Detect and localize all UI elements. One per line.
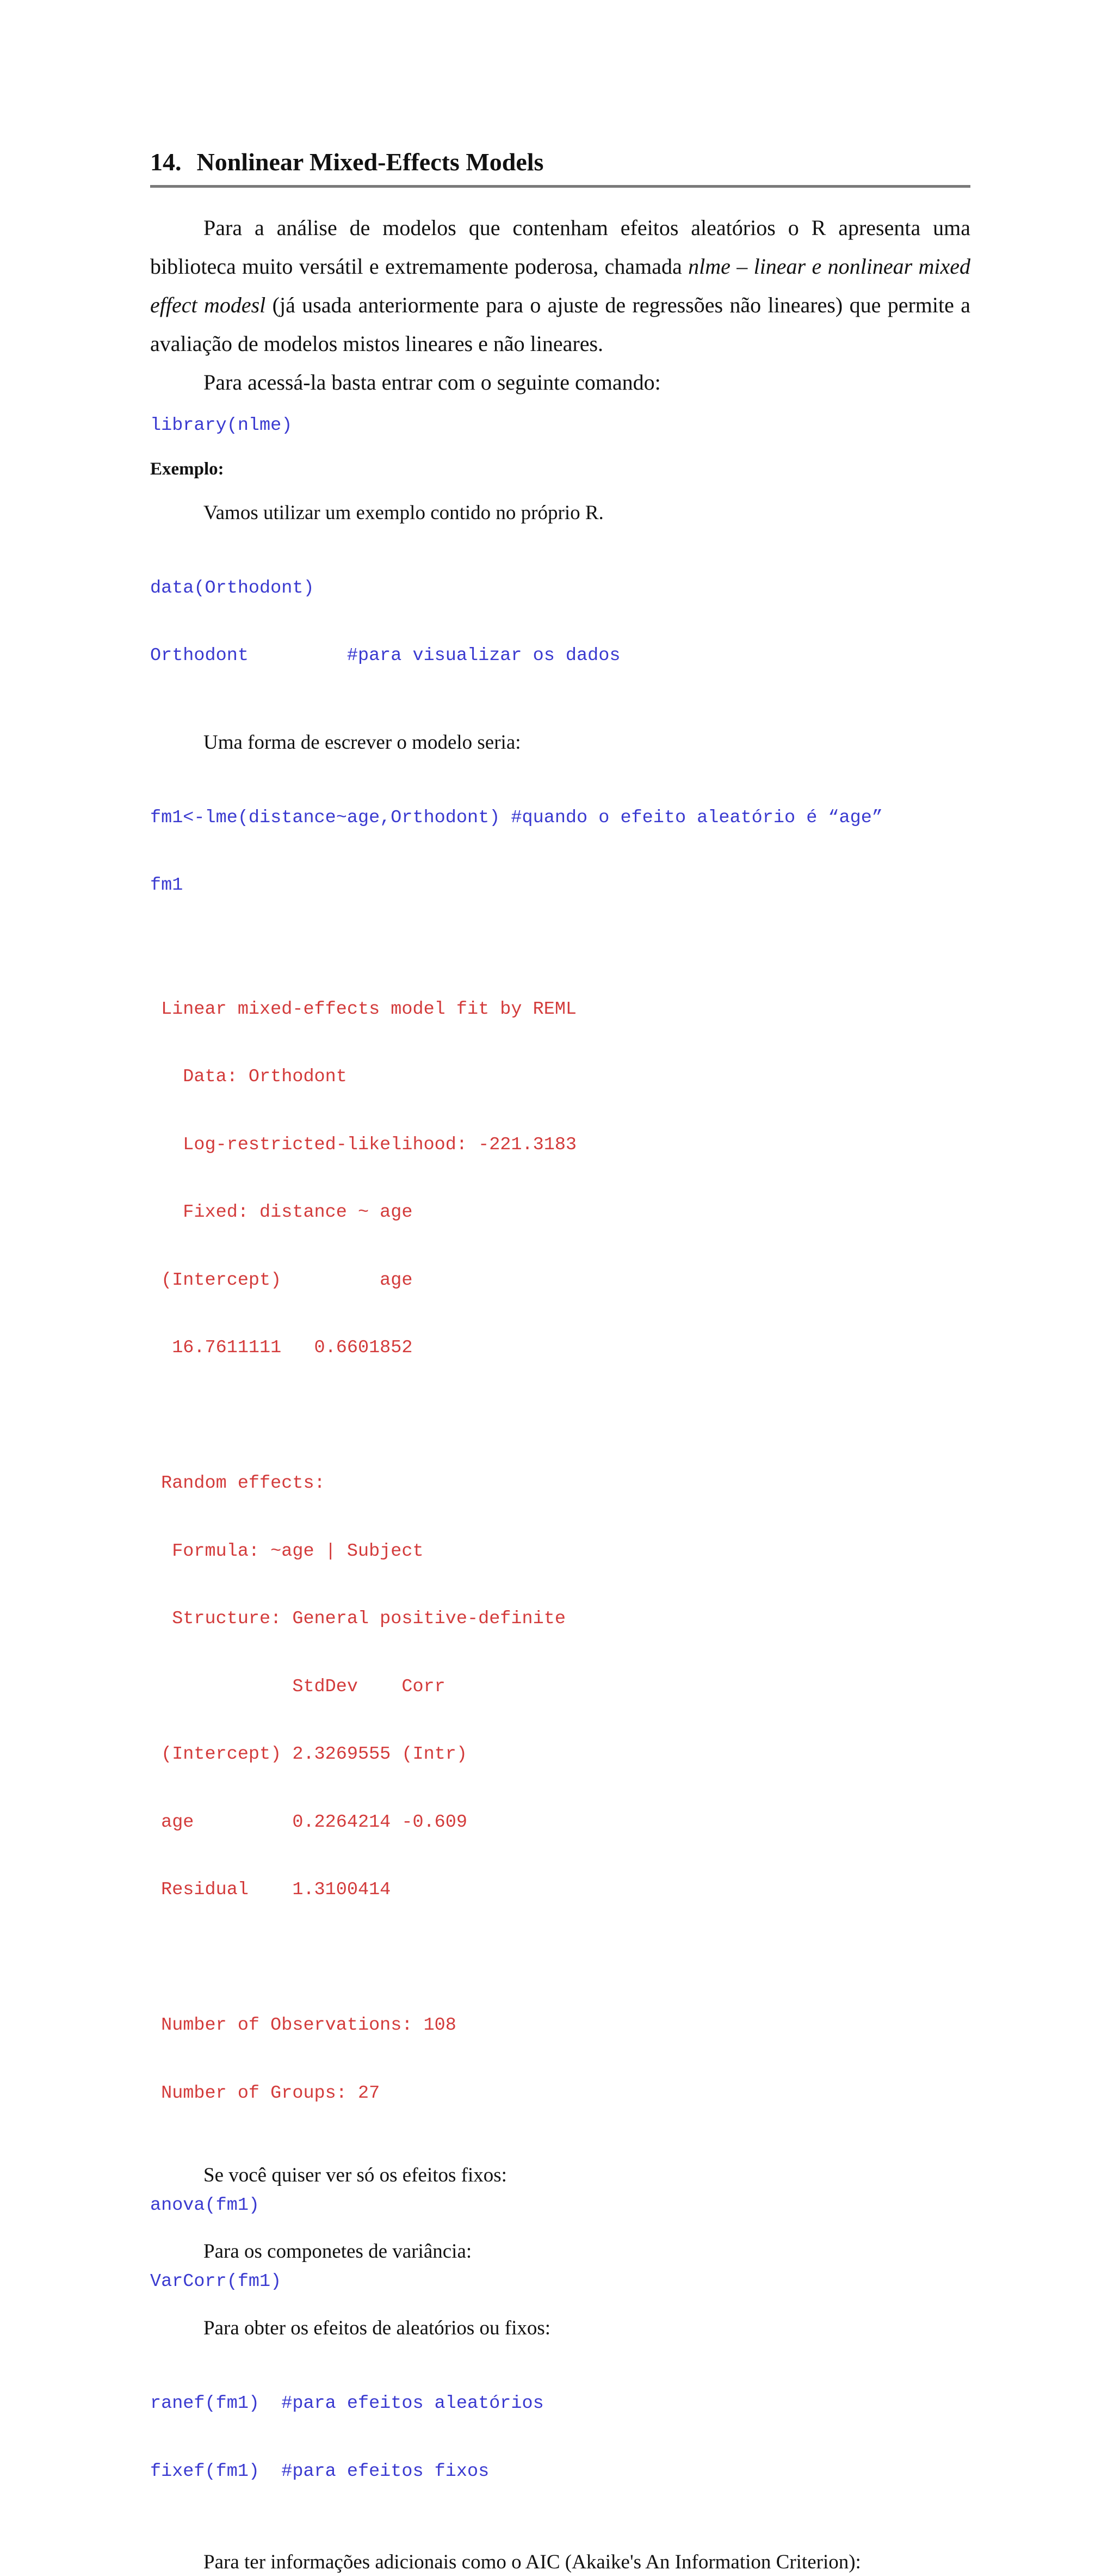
code-line: data(Orthodont) xyxy=(150,577,314,599)
intro-paragraph xyxy=(150,208,970,363)
section-number: 14. xyxy=(150,148,182,176)
code-effects-block xyxy=(150,2347,970,2528)
section-heading xyxy=(150,146,970,188)
intro-package-name: nlme – linear e nonlinear mixed effect modesl xyxy=(150,254,971,317)
code-line: fixef(fm1) #para efeitos fixos xyxy=(150,2461,490,2482)
output-line: Formula: ~age | Subject xyxy=(150,1540,424,1562)
variance-text: Para os componetes de variância: xyxy=(203,2240,472,2263)
access-paragraph: Para acessá-la basta entrar com o seguinte comando: xyxy=(203,370,661,395)
code-library: library(nlme) xyxy=(150,415,293,436)
output-line xyxy=(150,1947,970,1970)
model-intro-text: Uma forma de escrever o modelo seria: xyxy=(203,731,521,754)
output-line: Fixed: distance ~ age xyxy=(150,1202,413,1223)
output-line: Number of Groups: 27 xyxy=(150,2082,380,2104)
code-line: ranef(fm1) #para efeitos aleatórios xyxy=(150,2393,544,2414)
example-label: Exemplo: xyxy=(150,459,224,479)
code-data-block xyxy=(150,532,970,713)
code-model-block xyxy=(150,762,970,942)
output-line: Residual 1.3100414 xyxy=(150,1879,391,1900)
code-line: fm1<-lme(distance~age,Orthodont) #quando o efeito aleatório é “age” xyxy=(150,807,883,828)
intro-text-start: Para a análise de modelos que contenham efeitos aleatórios o R apresenta uma biblioteca muito versátil e extremamente poderosa, chamada xyxy=(150,215,970,279)
output-line: Data: Orthodont xyxy=(150,1067,347,1087)
page-content xyxy=(150,146,970,2576)
output-line: Number of Observations: 108 xyxy=(150,2015,456,2036)
section-title: Nonlinear Mixed-Effects Models xyxy=(196,148,544,176)
output-line: (Intercept) age xyxy=(150,1269,413,1291)
code-anova: anova(fm1) xyxy=(150,2195,260,2216)
code-line: fm1 xyxy=(150,875,183,896)
code-varcorr: VarCorr(fm1) xyxy=(150,2271,282,2292)
output-line xyxy=(150,1405,970,1428)
model-output-block xyxy=(150,953,970,2150)
output-line: 16.7611111 0.6601852 xyxy=(150,1338,413,1358)
output-line: Structure: General positive-definite xyxy=(150,1609,566,1629)
effects-text: Para obter os efeitos de aleatórios ou fixos: xyxy=(203,2317,551,2339)
aic-text: Para ter informações adicionais como o AIC (Akaike's An Information Criterion): xyxy=(203,2551,861,2573)
fixed-effects-text: Se você quiser ver só os efeitos fixos: xyxy=(203,2164,507,2186)
output-line: Log-restricted-likelihood: -221.3183 xyxy=(150,1134,577,1155)
output-line: Random effects: xyxy=(150,1473,325,1494)
output-line: Linear mixed-effects model fit by REML xyxy=(150,999,577,1020)
output-line: StdDev Corr xyxy=(150,1676,445,1697)
intro-text-end: (já usada anteriormente para o ajuste de regressões não lineares) que permite a avaliação de modelos mistos lineares e não lineares. xyxy=(150,293,971,356)
example-intro-text: Vamos utilizar um exemplo contido no próprio R. xyxy=(203,501,604,524)
output-line: (Intercept) 2.3269555 (Intr) xyxy=(150,1744,467,1765)
code-line: Orthodont #para visualizar os dados xyxy=(150,645,621,666)
output-line: age 0.2264214 -0.609 xyxy=(150,1811,467,1833)
